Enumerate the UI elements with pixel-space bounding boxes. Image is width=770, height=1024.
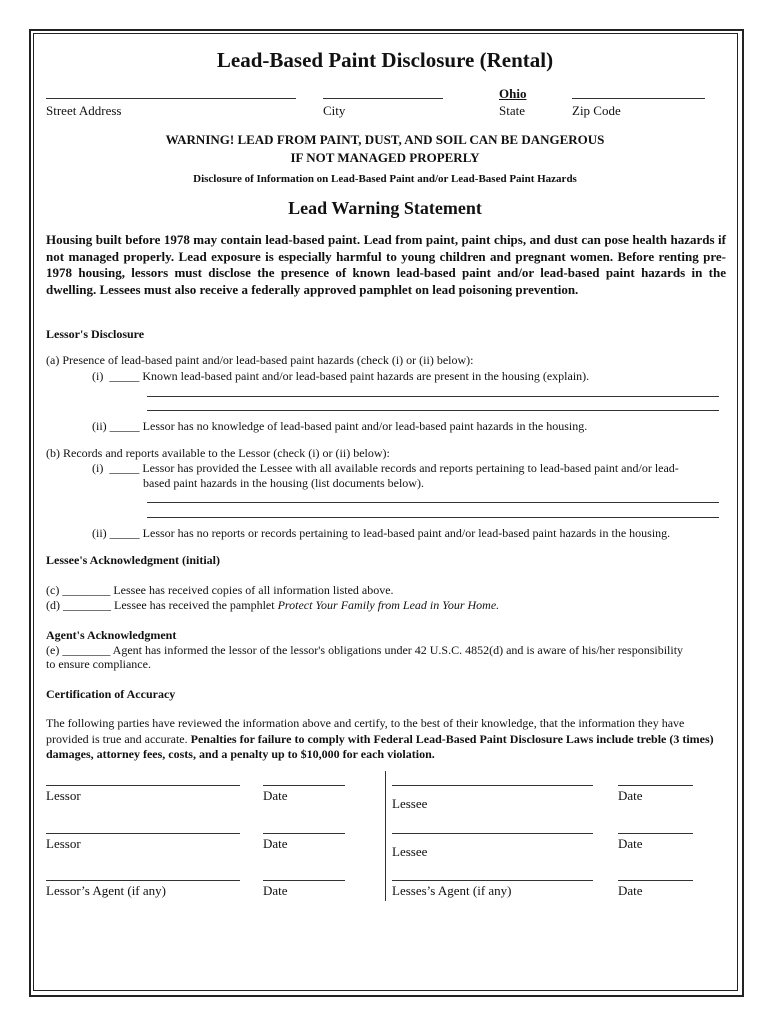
warning-line-2: IF NOT MANAGED PROPERLY	[290, 150, 480, 165]
item-e-line-1: (e) ________ Agent has informed the lessor of the lessor's obligations under 42 U.S.C. 4852(d) and is aware of his/her responsibility	[46, 643, 684, 657]
item-a-intro: (a) Presence of lead-based paint and/or lead-based paint hazards (check (i) or (ii) below):	[46, 353, 474, 367]
item-b-ii: (ii) _____ Lessor has no reports or records pertaining to lead-based paint and/or lead-based paint hazards in the housing.	[92, 526, 671, 540]
disclosure-subtitle: Disclosure of Information on Lead-Based Paint and/or Lead-Based Paint Hazards	[193, 173, 577, 185]
lessee-2-date-line[interactable]	[618, 833, 693, 834]
lessor-1-date-label: Date	[263, 788, 288, 803]
lessee-2-signature-line[interactable]	[392, 833, 593, 834]
a-explain-line-2[interactable]	[147, 410, 719, 411]
signature-divider	[385, 771, 386, 901]
certification-text	[46, 716, 722, 763]
item-a-i: (i) _____ Known lead-based paint and/or lead-based paint hazards are present in the housing (explain).	[92, 369, 590, 383]
lessor-1-date-line[interactable]	[263, 785, 345, 786]
lead-warning-heading: Lead Warning Statement	[288, 198, 482, 218]
lessor-2-date-line[interactable]	[263, 833, 345, 834]
item-b-intro: (b) Records and reports available to the Lessor (check (i) or (ii) below):	[46, 446, 390, 460]
lessee-agent-date-line[interactable]	[618, 880, 693, 881]
lead-warning-statement: Housing built before 1978 may contain lead-based paint. Lead from paint, paint chips, and dust can pose health hazards if not managed properly. Lead exposure is especially harmful to young children and pregnant women. Before renting pre-1978 housing, lessors must disclose the presence of known lead-based paint and/or lead-based paint hazards in the dwelling. Lessees must also receive a federally approved pamphlet on lead poisoning prevention.	[46, 232, 726, 297]
document-title: Lead-Based Paint Disclosure (Rental)	[216, 48, 554, 72]
lessors-disclosure-heading: Lessor's Disclosure	[46, 327, 145, 341]
lessee-1-date-label: Date	[618, 788, 643, 803]
lessee-1-signature-line[interactable]	[392, 785, 593, 786]
lessor-2-label: Lessor	[46, 836, 81, 851]
a-explain-line-1[interactable]	[147, 396, 719, 397]
certification-heading: Certification of Accuracy	[46, 687, 176, 701]
state-value: Ohio	[499, 86, 527, 101]
zip-code-field[interactable]	[572, 98, 705, 99]
city-label: City	[323, 103, 346, 118]
lessee-agent-label: Lesses’s Agent (if any)	[392, 883, 512, 898]
lessor-2-date-label: Date	[263, 836, 288, 851]
lessor-agent-label: Lessor’s Agent (if any)	[46, 883, 166, 898]
lessee-2-label: Lessee	[392, 844, 428, 859]
lessee-1-label: Lessee	[392, 796, 428, 811]
penalties-statement: Penalties for failure to comply with Federal Lead-Based Paint Disclosure Laws include treble (3 times) damages, attorney fees, costs, and a penalty up to $10,000 for each violation.	[46, 731, 714, 761]
street-address-label: Street Address	[46, 103, 122, 118]
certification-statement: The following parties have reviewed the information above and certify, to the best of their knowledge, that the information they have provided is true and accurate.	[46, 716, 685, 746]
item-c: (c) ________ Lessee has received copies of all information listed above.	[46, 583, 394, 597]
item-a-ii: (ii) _____ Lessor has no knowledge of lead-based paint and/or lead-based paint hazards in the housing.	[92, 419, 588, 433]
lessor-1-label: Lessor	[46, 788, 81, 803]
lessees-acknowledgment-heading: Lessee's Acknowledgment (initial)	[46, 553, 220, 567]
lessor-2-signature-line[interactable]	[46, 833, 240, 834]
city-field[interactable]	[323, 98, 443, 99]
warning-line-1: WARNING! LEAD FROM PAINT, DUST, AND SOIL CAN BE DANGEROUS	[165, 132, 605, 147]
lessee-1-date-line[interactable]	[618, 785, 693, 786]
item-e-line-2: to ensure compliance.	[46, 657, 151, 671]
lessor-agent-date-line[interactable]	[263, 880, 345, 881]
item-b-i-line-1: (i) _____ Lessor has provided the Lessee with all available records and reports pertaining to lead-based paint and/or lead-	[92, 461, 679, 475]
lessor-agent-signature-line[interactable]	[46, 880, 240, 881]
state-label: State	[499, 103, 525, 118]
agents-acknowledgment-heading: Agent's Acknowledgment	[46, 628, 177, 642]
lessee-agent-signature-line[interactable]	[392, 880, 593, 881]
item-d	[46, 598, 499, 613]
lessor-agent-date-label: Date	[263, 883, 288, 898]
item-b-i-line-2: based paint hazards in the housing (list documents below).	[143, 476, 424, 490]
street-address-field[interactable]	[46, 98, 296, 99]
lessee-agent-date-label: Date	[618, 883, 643, 898]
lessor-1-signature-line[interactable]	[46, 785, 240, 786]
item-d-text: (d) ________ Lessee has received the pamphlet	[46, 598, 278, 612]
b-documents-line-1[interactable]	[147, 502, 719, 503]
zip-code-label: Zip Code	[572, 103, 621, 118]
lessee-2-date-label: Date	[618, 836, 643, 851]
b-documents-line-2[interactable]	[147, 517, 719, 518]
pamphlet-title: Protect Your Family from Lead in Your Home.	[277, 598, 500, 612]
